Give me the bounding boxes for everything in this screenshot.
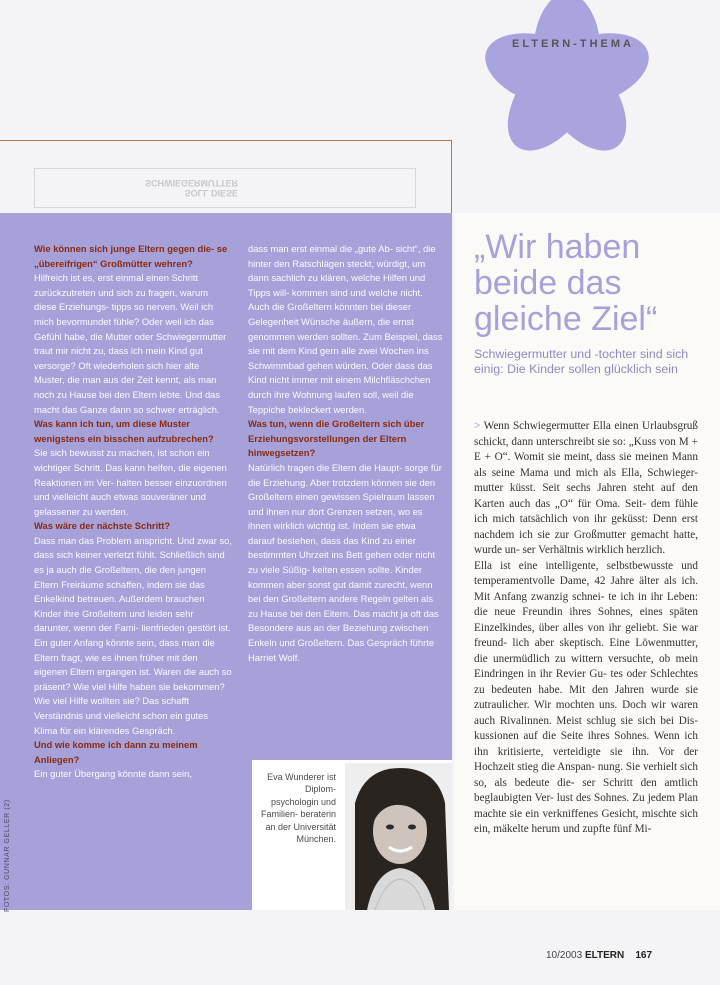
footer-issue: 10/2003 <box>546 950 583 961</box>
article-paragraph-2: Ella ist eine intelligente, selbstbewusste und temperamentvolle Dame, 42 Jahre älter als ich. Mit Anfang zwanzig schnei- te ich in ihr Leben: die neue Freundin ihres Sohnes, eines späten Einzelkindes, über alles von ihr geliebt. Sie war freund- lich aber skeptisch. Eine Löwenmutter, die unermüdlich zu wittern versuchte, ob mein Eindringen in ihr Revier Gu- tes oder Schlechtes zu bedeuten habe. Mit den Jahren wurde sie zutraulicher. Wir mochten uns. Doch wir waren auch Rivalinnen. Meist schlug sie sich bei Dis- kussionen auf die Seite ihres Sohnes. Wenn ich ihn kritisierte, verteidigte sie ihn. Vor der Hochzeit stieg die Anspan- nung. Sie verhielt sich so, als bedeute die- ser Schritt den amtlich beglaubigten Ver- lust des Sohnes. Zu jedem Plan machte sie ein verkniffenes Gesicht, mischte sich ein, mäkelte herum und zupfte fünf Mi- <box>474 559 698 835</box>
portrait-photo <box>345 763 452 910</box>
photo-credit: FOTOS: GUNNAR GELLER (2) <box>4 799 11 912</box>
interview-answer: Sie sich bewusst zu machen, ist schon ein wichtiger Schritt. Das kann helfen, die eigenen Reaktionen im Ver- halten besser einzuordnen und vielleicht auch etwas souveräner und gelassener zu werden. <box>34 447 227 517</box>
interview-question: Was wäre der nächste Schritt? <box>34 520 171 532</box>
interview-question: Wie können sich junge Eltern gegen die- se „übereifrigen“ Großmütter wehren? <box>34 243 228 269</box>
article-body <box>474 419 698 838</box>
interview-answer: Natürlich tragen die Eltern die Haupt- sorge für die Erziehung. Aber trotzdem können sie den Großeltern einen gewissen Spielraum lassen und ihnen nur dort Grenzen setzen, wo es ihnen wirklich wichtig ist. Indem sie etwa darauf bestehen, dass das Kind zu einer bestimmten Uhrzeit ins Bett gehen oder nicht zu viele Süßig- keiten essen sollte. Kinder kommen aber sonst gut damit zurecht, wenn bei den Großeltern andere Regeln gelten als zu Hause bei den Eltern. Das macht ja oft das Besondere aus an der Beziehung zwischen Enkeln und Großeltern. Das Gespräch führte Harriet Wolf. <box>248 461 442 663</box>
interview-answer: Dass man das Problem anspricht. Und zwar so, dass sich keiner verletzt fühlt. Schließlich sind es ja auch die Großeltern, die den jungen Eltern Freiräume schaffen, indem sie das Enkelkind betreuen. Außerdem brauchen Kinder ihre Großeltern und leiden sehr darunter, wenn der Fami- lienfrieden gestört ist. Ein guter Anfang könnte sein, dass man die Eltern fragt, wie es ihnen früher mit den eigenen Eltern ergangen ist. Waren die auch so präsent? Wie viel Hilfe haben sie bekommen? Wie viel Hilfe wollten sie? Das schafft Verständnis und vielleicht schon ein gutes Klima für ein klärendes Gespräch. <box>34 534 232 736</box>
footer-page-number: 167 <box>635 950 653 961</box>
interview-answer: Ein guter Übergang könnte dann sein, <box>34 768 192 780</box>
interview-column-2 <box>248 242 444 665</box>
interview-column-1 <box>34 242 232 782</box>
article-headline: „Wir haben beide das gleiche Ziel“ <box>474 228 658 338</box>
frame-line-vertical <box>451 140 452 213</box>
interview-answer: Hilfreich ist es, erst einmal einen Schritt zurückzutreten und sich zu fragen, warum diese Erziehungs- tipps so nerven. Weil ich mich bevormundet fühle? Oder weil ich das Gefühl habe, die Mutter oder Schwiegermutter traut mir nicht zu, dass ich mein Kind gut versorge? Oft wiederholen sich hier alte Muster, die man aus der Zeit kennt, als man noch zu Hause bei den Eltern lebte. Und das macht das Ganze dann so schwer erträglich. <box>34 272 227 415</box>
article-subhead: Schwiegermutter und -tochter sind sich einig: Die Kinder sollen glücklich sein <box>474 347 689 376</box>
interview-question: Was kann ich tun, um diese Muster wenigstens ein bisschen aufzubrechen? <box>34 418 214 444</box>
flower-decoration <box>462 0 672 155</box>
ghost-line-1: SOLL DIESE <box>184 188 238 198</box>
article-paragraph-1 <box>474 419 698 559</box>
lead-arrow-icon: > <box>474 420 481 432</box>
bio-text: Eva Wunderer ist Diplom- psychologin und Familien- beraterin an der Universität München. <box>260 772 336 845</box>
ghost-line-2: SCHWIEGERMUTTER <box>145 178 238 188</box>
frame-line-horizontal <box>0 140 452 141</box>
section-label: ELTERN-THEMA <box>512 38 634 50</box>
interview-answer: dass man erst einmal die „gute Ab- sicht“, die hinter den Ratschlägen steckt, würdigt, um dann sachlich zu klären, welche Hilfen und Tipps will- kommen sind und welche nicht. Auch die Großeltern könnten bei dieser Gelegenheit Wünsche äußern, die ernst genommen werden sollten. Zum Beispiel, dass sie mit dem Kind gern alle zwei Wochen ins Schwimmbad gehen würden. Oder dass das Kind nicht immer mit einem Milchfläschchen durch ihre Wohnung laufen soll, weil die Teppiche bekleckert werden. <box>248 243 443 415</box>
ghost-text <box>145 178 238 198</box>
interview-question: Und wie komme ich dann zu meinem Anliegen? <box>34 739 198 765</box>
interview-question: Was tun, wenn die Großeltern sich über Erziehungsvorstellungen der Eltern hinwegsetzen? <box>248 418 425 459</box>
page-footer <box>546 950 652 961</box>
footer-magazine: ELTERN <box>584 950 625 961</box>
article-paragraph-1-text: Wenn Schwiegermutter Ella einen Urlaubsgruß schickt, dann unterschreibt sie so: „Kuss von M + E + O“. Womit sie meint, dass sie meinen Mann als seine Mama und mich als Ella, Schwieger- mutter küsst. Seit sechs Jahren steht auf den Karten auch das „O“ für Oma. Seit- dem fühle ich mich tatsächlich von ihr geküsst: Denn erst nachdem ich sie zur Großmutter gemacht hatte, wurde un- ser Verhältnis wirklich herzlich. <box>474 420 698 556</box>
